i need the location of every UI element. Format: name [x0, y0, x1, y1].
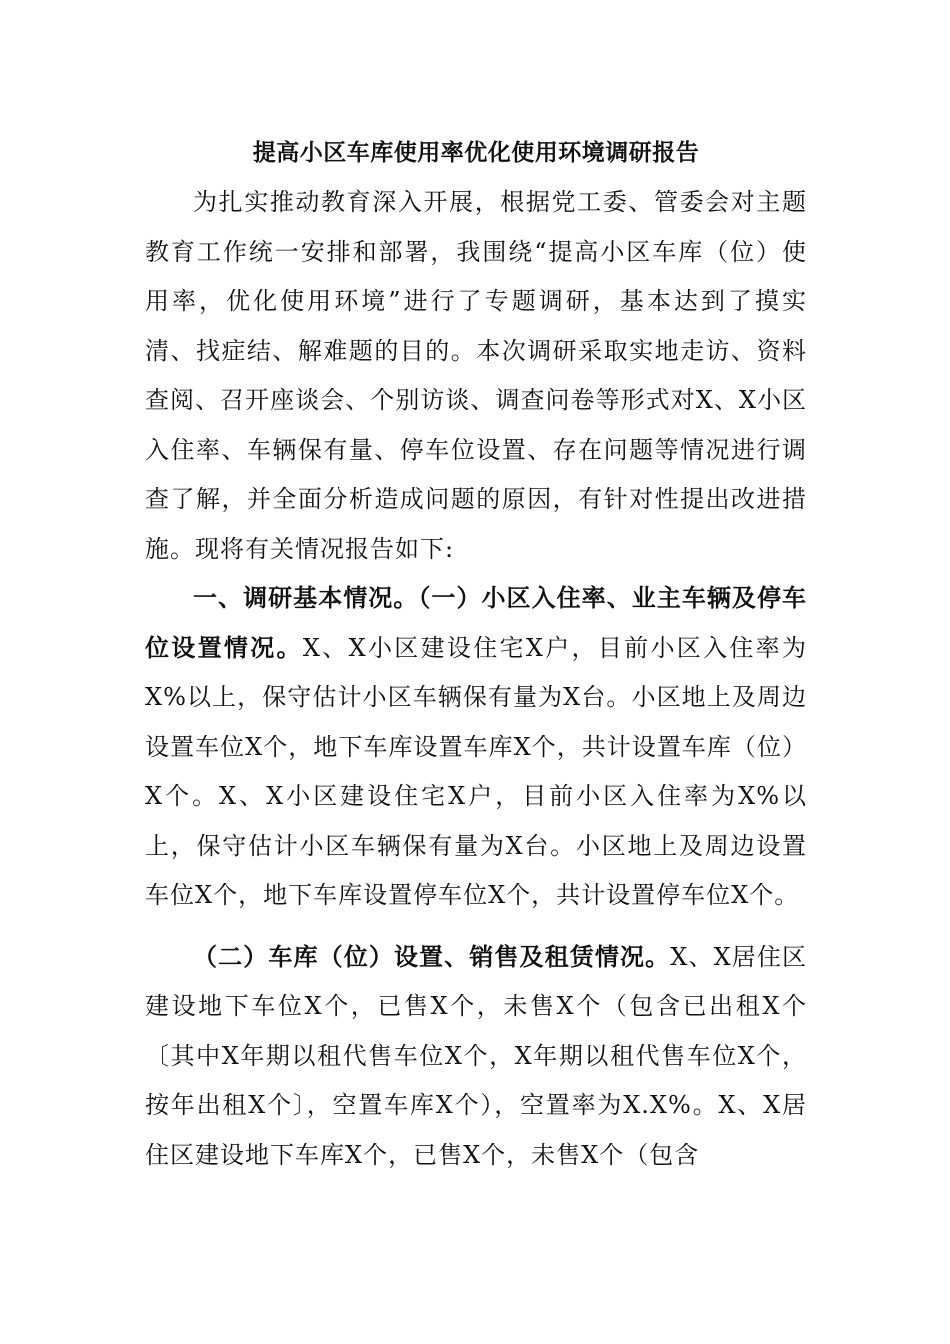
document-title: 提高小区车库使用率优化使用环境调研报告	[252, 140, 700, 166]
section-one-paragraph	[145, 574, 807, 921]
section-two-heading: （二）车库（位）设置、销售及租赁情况。	[193, 942, 671, 971]
document-page	[145, 128, 807, 1180]
section-two-body: X、X居住区建设地下车位X个，已售X个，未售X个（包含已出租X个〔其中X年期以租代售车位X个，X年期以租代售车位X个，按年出租X个〕，空置车库X个），空置率为X.X%。X、X居住区建设地下车库X个，已售X个，未售X个（包含	[145, 942, 808, 1169]
intro-paragraph: 为扎实推动教育深入开展，根据党工委、管委会对主题教育工作统一安排和部署，我围绕“提高小区车库（位）使用率，优化使用环境”进行了专题调研，基本达到了摸实清、找症结、解难题的目的。本次调研采取实地走访、资料查阅、召开座谈会、个别访谈、调查问卷等形式对X、X小区入住率、车辆保有量、停车位设置、存在问题等情况进行调查了解，并全面分析造成问题的原因，有针对性提出改进措施。现将有关情况报告如下:	[145, 188, 807, 563]
section-two-paragraph	[145, 933, 807, 1181]
section-one-body: X、X小区建设住宅X户，目前小区入住率为X%以上，保守估计小区车辆保有量为X台。小区地上及周边设置车位X个，地下车库设置车库X个，共计设置车库（位）X个。X、X小区建设住宅X户，目前小区入住率为X%以上，保守估计小区车辆保有量为X台。小区地上及周边设置车位X个，地下车库设置停车位X个，共计设置停车位X个。	[145, 633, 807, 909]
section-one-heading: 一、调研基本情况。（一）小区入住率、业主车辆及停车位设置情况。	[145, 584, 807, 662]
